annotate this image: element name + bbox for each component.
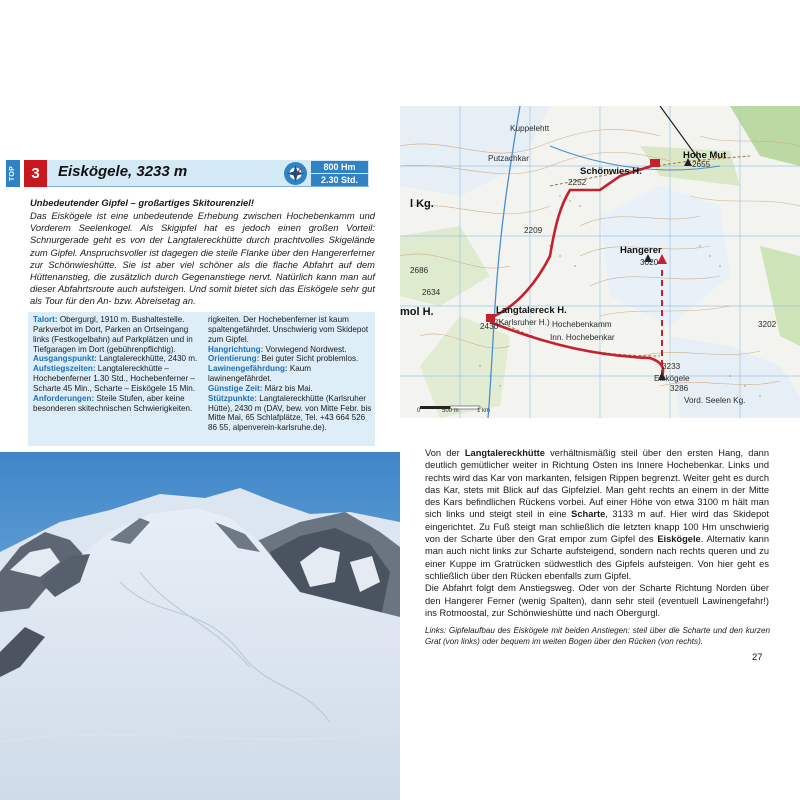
map-label-kg: l Kg. (410, 198, 434, 210)
intro-paragraph: Das Eiskögele ist eine unbedeutende Erhebung zwischen Hochebenkamm und Vorderem Seelenkogel. Als Skigipfel hat es jedoch einen großen Vorteil: Schnurgerade geht es von der Langtalereckhütte durch prachtvolles Skigelände zum Gipfel. Anspruchsvoller ist dagegen die steile Flanke über den Hangererferner zur Schönwieshütte. Sie ist aber viel schöner als die flache Abfahrt auf dem Hüttenanstieg, die zusätzlich durch Gegenanstiege nervt. Natürlich kann man auf dieser Abfahrtsroute auch aufsteigen. Und somit bietet sich das Eiskögele sehr gut als Tour für den An- bzw. Abreisetag an. (30, 210, 375, 307)
map-label-langtalereck: Langtalereck H. (496, 305, 567, 316)
map-canvas (400, 106, 800, 418)
map-label-hangerer-alt: 3020 (640, 258, 659, 267)
info-column-2 (208, 315, 373, 433)
map-label-inn-hochebenkar: Inn. Hochebenkar (550, 333, 615, 342)
info-hangrichtung: Hangrichtung: Vorwiegend Nordwest. (208, 344, 347, 354)
map-label-seelen-kg: Vord. Seelen Kg. (684, 396, 746, 405)
info-aufstiegszeiten: Aufstiegszeiten: Langtalereckhütte – Hochebenferner 1.30 Std., Hochebenferner – Scharte 45 Min., Scharte – Eiskögele 15 Min. (33, 364, 195, 393)
tour-number-badge: 3 (24, 160, 47, 187)
map-label-hochebenkamm: Hochebenkamm (552, 320, 612, 329)
map-scale-500: 500 m (442, 408, 459, 414)
map-label-3286: 3286 (670, 384, 689, 393)
map-label-2430: 2430 (480, 322, 499, 331)
map-label-3202: 3202 (758, 320, 777, 329)
descent-paragraph: Die Abfahrt folgt dem Anstiegsweg. Oder von der Scharte Richtung Norden über den Hangerer Ferner (wenig Spalten), dann sehr steil (eventuell Lawinengefahr!) ins Rotmoostal, zur Schönwieshütte und nach Obergurgl. (425, 583, 769, 618)
map-label-mol-h: mol H. (400, 306, 434, 318)
info-orientierung: Orientierung: Bei guter Sicht problemlos. (208, 354, 359, 364)
route-map (400, 106, 800, 418)
top-tab: TOP (6, 160, 20, 187)
info-talort: Talort: Obergurgl, 1910 m. Bushaltestelle. Parkverbot im Dort, Parken an Ortseingang links (Festkogelbahn) auf Parkplätzen und in Tiefgaragen im Dort (gebührenpflichtig). (33, 315, 193, 354)
info-stuetzpunkte: Stützpunkte: Langtalereckhütte (Karlsruher Hütte), 2430 m (DAV, bew. von Mitte Febr. bis Mitte Mai, 65 Schlafplätze, Tel. +43 664 526 86 55, alpenverein-karlsruhe.de). (208, 393, 372, 433)
map-label-hohe-mut: Hohe Mut (683, 150, 727, 161)
map-label-eiskoegele-alt: 3233 (662, 362, 681, 371)
map-label-karlsruher: (Karlsruher H.) (496, 318, 550, 327)
compass-icon (283, 161, 308, 186)
mountain-photo (0, 452, 400, 800)
info-anforderungen: Anforderungen: Steile Stufen, aber keine besonderen skitechnischen Schwierigkeiten. (33, 393, 193, 413)
tour-title: Eiskögele, 3233 m (58, 163, 188, 180)
map-label-kuppelehtt: Kuppelehtt (510, 124, 550, 133)
map-label-schoenwies: Schönwies H. (580, 166, 642, 177)
map-label-putzachkar: Putzachkar (488, 154, 529, 163)
elevation-gain-badge: 800 Hm (311, 161, 368, 173)
info-lawinengefaehrdung: Lawinengefährdung: Kaum lawinengefährdet. (208, 364, 311, 384)
map-scale-1km: 1 km (477, 408, 491, 414)
map-label-2655: 2655 (692, 160, 711, 169)
map-label-2686: 2686 (410, 266, 429, 275)
map-label-2209: 2209 (524, 226, 543, 235)
info-ausgangspunkt: Ausgangspunkt: Langtalereckhütte, 2430 m. (33, 354, 198, 364)
map-label-2634: 2634 (422, 288, 441, 297)
map-label-eiskoegele: Eiskögele (654, 374, 690, 383)
photo-caption: Links: Gipfelaufbau des Eiskögele mit beiden Anstiegen: steil über die Scharte und den kurzen Grat (von links) oder bequem im weiten Bogen über den Rücken (von rechts). (425, 626, 770, 646)
page-number: 27 (752, 652, 763, 663)
map-label-hangerer: Hangerer (620, 245, 662, 256)
info-anforderungen-cont: rigkeiten. Der Hochebenferner ist kaum spaltengefährdet. Unschwierig vom Skidepot zum Gipfel. (208, 315, 369, 344)
map-label-2252: 2252 (568, 178, 587, 187)
tour-subtitle: Unbedeutender Gipfel – großartiges Skitourenziel! (30, 197, 254, 208)
duration-badge: 2.30 Std. (311, 174, 368, 186)
map-scale-0: 0 (417, 408, 421, 414)
route-description: Von der Langtalereckhütte verhältnismäßig steil über den ersten Hang, dann deutlich gemütlicher weiter in Richtung Osten ins Innere Hochebenkar. Links und rechts wird das Kar von markanten, felsigen Rippen begrenzt. Weiter geht es durch das Kar, stets mit Blick auf das Gipfelziel. Man geht rechts an einem in der Mitte des Kars befindlichen Rückens vorbei. Auf einer Höhe von etwa 3100 m hält man sich links und steigt steil in eine Scharte, 3133 m auf. Hier wird das Skidepot eingerichtet. Zu Fuß steigt man schließlich die letzten knapp 100 Hm unschwierig von der Scharte über den Grat empor zum Gipfel des Eiskögele. Alternativ kann man auch nicht links zur Scharte aufsteigend, sondern nach rechts queren und zu einer Kuppe im Gratrücken südwestlich des Gipfels aufsteigen. Von hier geht es schließlich über den Rücken ebenfalls zum Gipfel. Die Abfahrt folgt dem Anstiegsweg. Oder von der Scharte Richtung Norden über den Hangerer Ferner (wenig Spalten), dann sehr steil (eventuell Lawinengefahr!) ins Rotmoostal, zur Schönwieshütte und nach Obergurgl. (425, 448, 770, 618)
info-guenstige-zeit: Günstige Zeit: März bis Mai. (208, 383, 313, 393)
info-column-1 (33, 315, 201, 413)
